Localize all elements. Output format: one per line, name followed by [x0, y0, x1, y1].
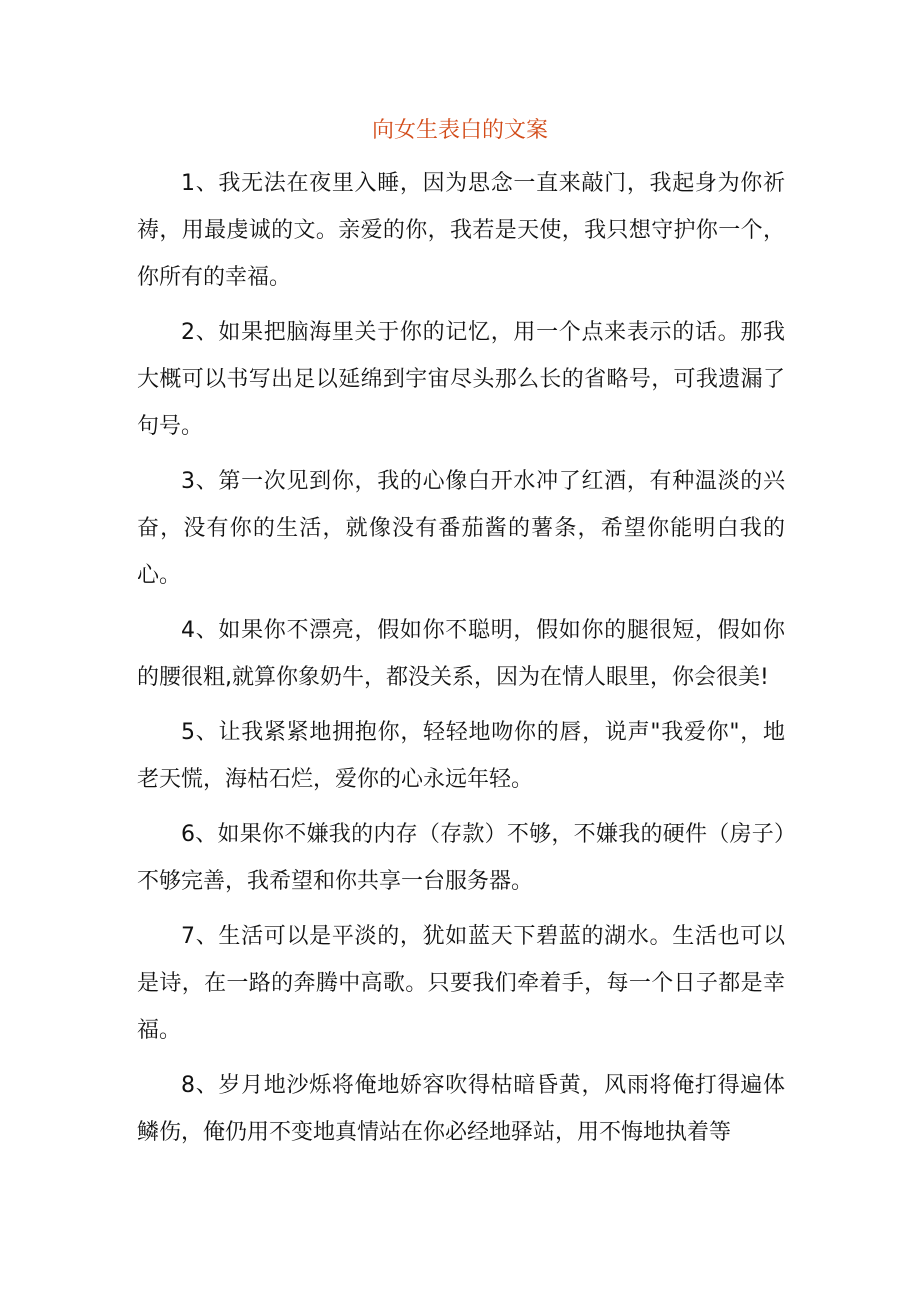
document-title: 向女生表白的文案 [371, 118, 548, 143]
paragraph-2: 2、如果把脑海里关于你的记忆，用一个点来表示的话。那我大概可以书写出足以延绵到宇宙尽头那么长的省略号，可我遗漏了句号。 [137, 320, 785, 439]
paragraph-7: 7、生活可以是平淡的，犹如蓝天下碧蓝的湖水。生活也可以是诗，在一路的奔腾中高歌。只要我们牵着手，每一个日子都是幸福。 [137, 924, 785, 1043]
paragraph-3: 3、第一次见到你，我的心像白开水冲了红酒，有种温淡的兴奋，没有你的生活，就像没有番茄酱的薯条，希望你能明白我的心。 [137, 469, 785, 588]
paragraph-1: 1、我无法在夜里入睡，因为思念一直来敲门，我起身为你祈祷，用最虔诚的文。亲爱的你，我若是天使，我只想守护你一个，你所有的幸福。 [137, 171, 785, 290]
paragraph-6: 6、如果你不嫌我的内存（存款）不够，不嫌我的硬件（房子）不够完善，我希望和你共享一台服务器。 [137, 822, 785, 894]
paragraph-5: 5、让我紧紧地拥抱你，轻轻地吻你的唇，说声"我爱你"，地老天慌，海枯石烂，爱你的心永远年轻。 [137, 720, 785, 792]
paragraph-8: 8、岁月地沙烁将俺地娇容吹得枯暗昏黄，风雨将俺打得遍体鳞伤，俺仍用不变地真情站在你必经地驿站，用不悔地执着等 [137, 1073, 785, 1145]
document-body [137, 160, 785, 1164]
paragraph-4: 4、如果你不漂亮，假如你不聪明，假如你的腿很短，假如你的腰很粗,就算你象奶牛，都没关系，因为在情人眼里，你会很美! [137, 618, 785, 690]
